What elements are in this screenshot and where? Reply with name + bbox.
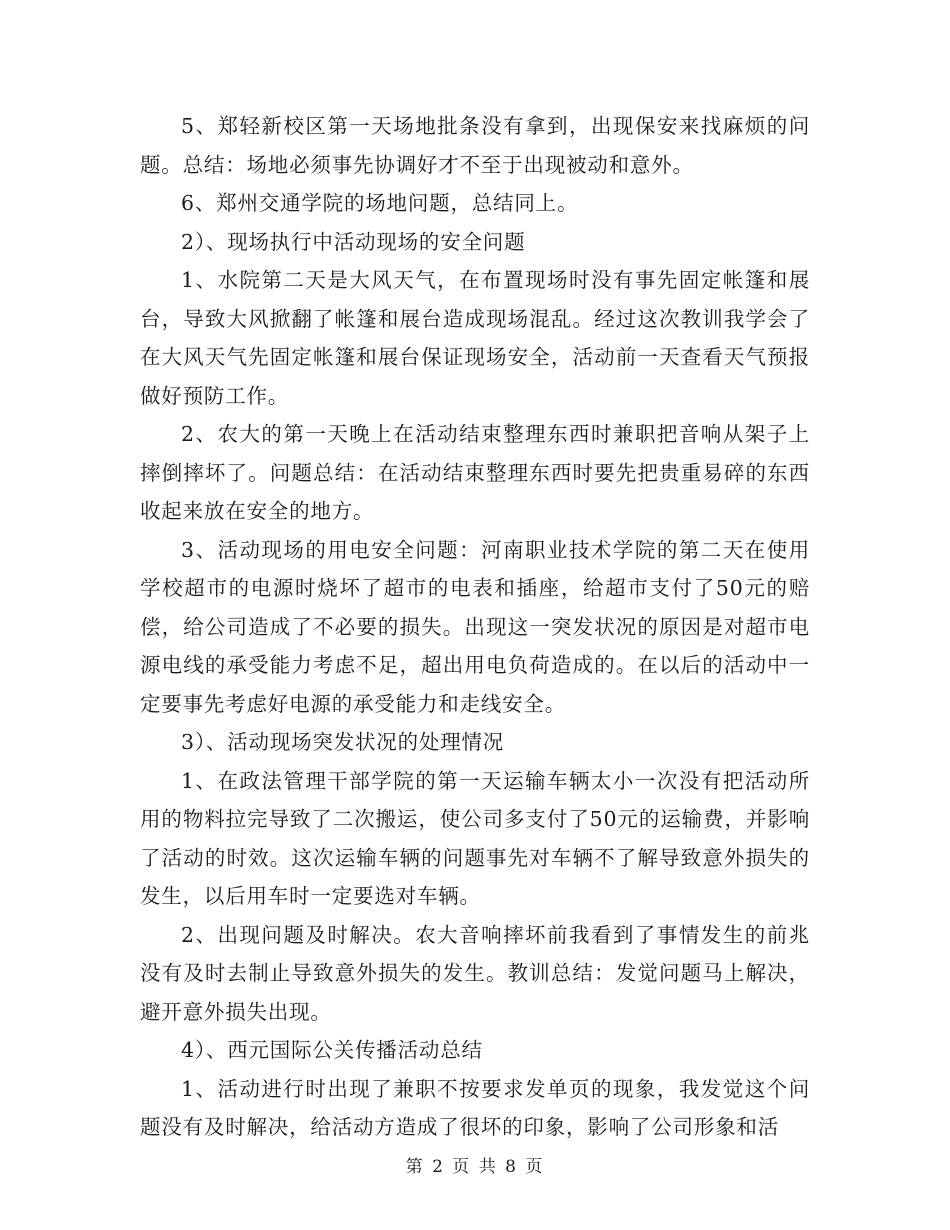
document-body xyxy=(140,107,810,1147)
section-heading-3: 3）、活动现场突发状况的处理情况 xyxy=(181,730,505,754)
section-heading-2: 2）、现场执行中活动现场的安全问题 xyxy=(181,229,526,254)
paragraph-1: 5、郑轻新校区第一天场地批条没有拿到，出现保安来找麻烦的问题。总结：场地必须事先协调好才不至于出现被动和意外。 xyxy=(140,114,810,177)
paragraph-8: 1、活动进行时出现了兼职不按要求发单页的现象，我发觉这个问题没有及时解决，给活动方造成了很坏的印象，影响了公司形象和活 xyxy=(140,1076,810,1139)
paragraph-4: 2、农大的第一天晚上在活动结束整理东西时兼职把音响从架子上摔倒摔坏了。问题总结：在活动结束整理东西时要先把贵重易碎的东西收起来放在安全的地方。 xyxy=(140,422,810,523)
section-heading-4: 4）、西元国际公关传播活动总结 xyxy=(181,1038,483,1062)
paragraph-2: 6、郑州交通学院的场地问题，总结同上。 xyxy=(181,191,579,215)
paragraph-3: 1、水院第二天是大风天气，在布置现场时没有事先固定帐篷和展台，导致大风掀翻了帐篷和展台造成现场混乱。经过这次教训我学会了在大风天气先固定帐篷和展台保证现场安全，活动前一天查看天气预报做好预防工作。 xyxy=(140,268,810,408)
paragraph-7: 2、出现问题及时解决。农大音响摔坏前我看到了事情发生的前兆没有及时去制止导致意外损失的发生。教训总结：发觉问题马上解决，避开意外损失出现。 xyxy=(140,922,810,1024)
paragraph-5: 3、活动现场的用电安全问题：河南职业技术学院的第二天在使用学校超市的电源时烧坏了超市的电表和插座，给超市支付了50元的赔偿，给公司造成了不必要的损失。出现这一突发状况的原因是对超市电源电线的承受能力考虑不足，超出用电负荷造成的。在以后的活动中一定要事先考虑好电源的承受能力和走线安全。 xyxy=(140,537,810,716)
paragraph-6: 1、在政法管理干部学院的第一天运输车辆太小一次没有把活动所用的物料拉完导致了二次搬运，使公司多支付了50元的运输费，并影响了活动的时效。这次运输车辆的问题事先对车辆不了解导致意外损失的发生，以后用车时一定要选对车辆。 xyxy=(140,768,810,908)
page-footer: 第 2 页 共 8 页 xyxy=(405,1157,545,1177)
